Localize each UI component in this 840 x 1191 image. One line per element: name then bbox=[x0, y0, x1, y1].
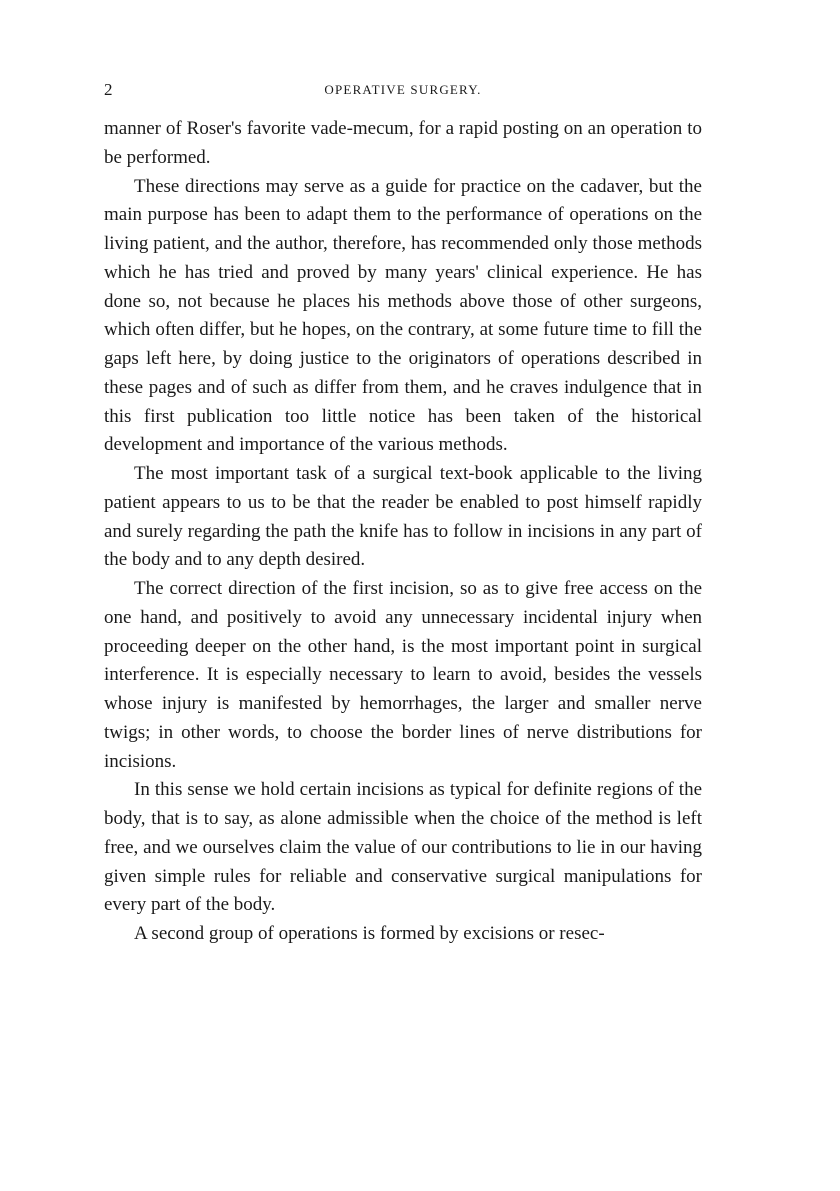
paragraph: The most important task of a surgical text-book applicable to the living patient appears to us to be that the reader be enabled to post himself rapidly and surely regarding the path the knife has to follow in incisions in any part of the body and to any depth desired. bbox=[104, 463, 702, 571]
paragraph: The correct direction of the first incision, so as to give free access on the one hand, and positively to avoid any unnecessary incidental injury when proceeding deeper on the other hand, is the most important point in surgical interference. It is especially necessary to learn to avoid, besides the vessels whose injury is manifested by hemorrhages, the larger and smaller nerve twigs; in other words, to choose the border lines of nerve distributions for incisions. bbox=[104, 578, 702, 772]
paragraph: In this sense we hold certain incisions as typical for definite regions of the body, that is to say, as alone admissible when the choice of the method is left free, and we ourselves claim the value of our contributions to lie in our having given simple rules for reliable and conservative surgical manipulations for every part of the body. bbox=[104, 779, 702, 916]
paragraph: A second group of operations is formed by excisions or resec- bbox=[134, 923, 605, 944]
running-head: OPERATIVE SURGERY. bbox=[324, 82, 482, 97]
paragraph: These directions may serve as a guide for practice on the cadaver, but the main purpose has been to adapt them to the performance of operations on the living patient, and the author, therefore, has recommended only those methods which he has tried and proved by many years' clinical experience. He has done so, not because he places his methods above those of other surgeons, which often differ, but he hopes, on the contrary, at some future time to fill the gaps left here, by doing justice to the originators of operations described in these pages and of such as differ from them, and he craves indulgence that in this first publication too little notice has been taken of the historical development and importance of the various methods. bbox=[104, 175, 702, 456]
body-text bbox=[104, 115, 702, 949]
page-header bbox=[104, 79, 702, 101]
page-number: 2 bbox=[104, 80, 113, 99]
paragraph-continued: manner of Roser's favorite vade-mecum, for a rapid posting on an operation to be performed. bbox=[104, 118, 702, 168]
